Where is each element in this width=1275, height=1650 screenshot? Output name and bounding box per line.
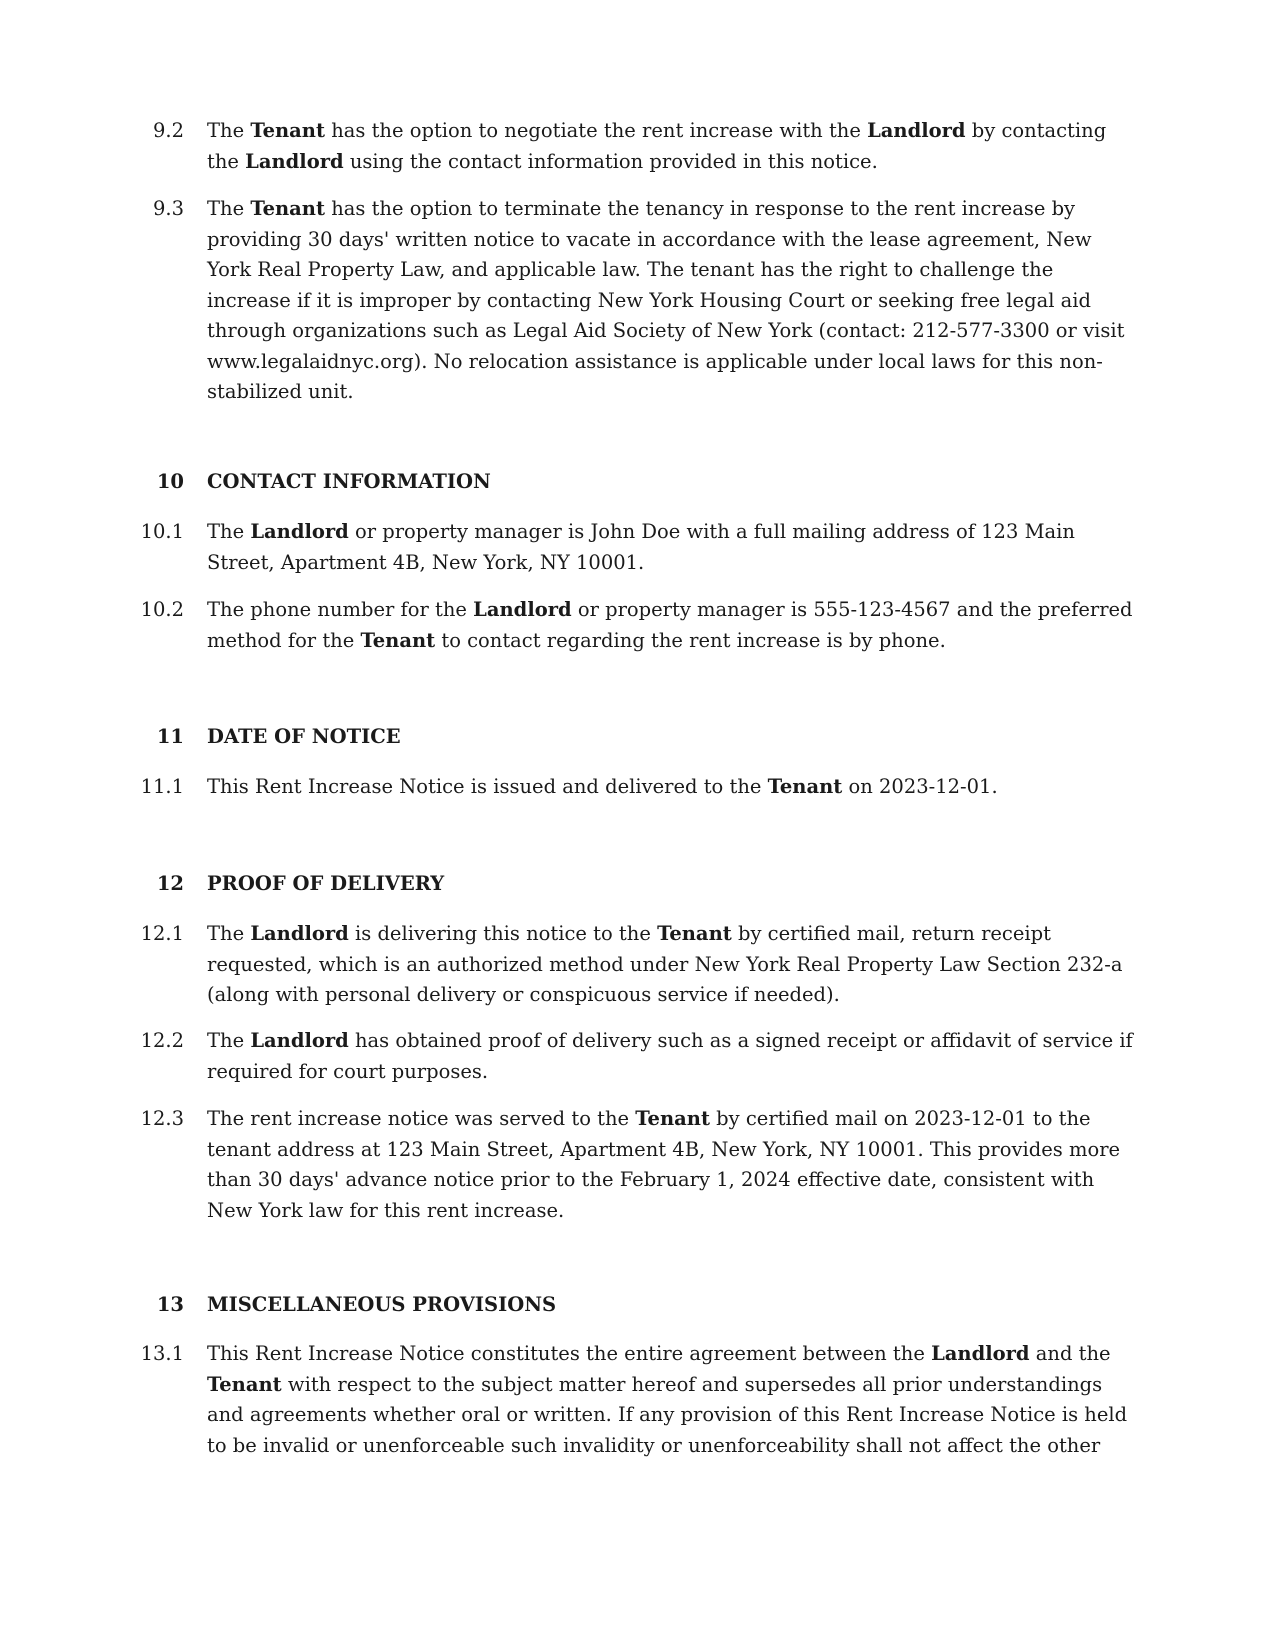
clause-text — [207, 1339, 1137, 1461]
clause-text-run: has obtained proof of delivery such as a signed receipt or affidavit of service if required for court purposes. — [207, 1029, 1133, 1083]
clause-text-run: on 2023-12-01. — [842, 775, 998, 798]
clause-text-run: The — [207, 520, 251, 543]
defined-term: Landlord — [867, 119, 966, 142]
clause-text-run: to contact regarding the rent increase is by phone. — [435, 628, 946, 652]
section-title — [207, 722, 1137, 753]
clause-text-run: by contacting the — [207, 119, 1107, 173]
clause-text-run: has the option to terminate the tenancy in response to the rent increase by providing 30 days' written notice to vacate in accordance with the lease agreement, New York Real Property Law, and applicable law. The tenant has the right to challenge the increase if it is improper by contacting New York Housing Court or seeking free legal aid through organizations such as Legal Aid Society of New York (contact: 212-577-3300 or visit www.legalaidnyc.org). No relocation assistance is applicable under local laws for this non-stabilized unit. — [207, 197, 1125, 403]
clause-text-run: This Rent Increase Notice constitutes the entire agreement between the — [207, 1342, 932, 1365]
clause-number: 9.2 — [152, 119, 184, 142]
clause-number: 11.1 — [140, 775, 184, 798]
clause-number: 10.2 — [140, 598, 184, 621]
clause-text — [207, 116, 1137, 177]
clause-text-run: or property manager is John Doe with a full mailing address of 123 Main Street, Apartment 4B, New York, NY 10001. — [207, 520, 1075, 574]
clause-text-run: and the — [1029, 1342, 1111, 1365]
clause-text — [207, 595, 1137, 656]
section-title — [207, 869, 1137, 900]
clause-text-run: The — [207, 1029, 251, 1052]
defined-term: Tenant — [360, 628, 436, 652]
clause-text-run: The — [207, 197, 251, 220]
defined-term: Tenant — [250, 197, 325, 220]
clause-text-run: is delivering this notice to the — [348, 922, 658, 945]
defined-term: Landlord — [473, 598, 572, 621]
clause-number: 13.1 — [140, 1342, 184, 1365]
clause-text-run: CONTACT INFORMATION — [207, 470, 491, 493]
section-number: 12 — [156, 872, 184, 895]
section-title — [207, 467, 1137, 498]
defined-term: Tenant — [767, 775, 843, 798]
clause-text-run: MISCELLANEOUS PROVISIONS — [207, 1293, 557, 1316]
clause-text — [207, 919, 1137, 1011]
clause-text-run: or property manager is 555-123-4567 and the preferred method for the — [207, 598, 1133, 652]
section-number: 13 — [156, 1293, 184, 1316]
defined-term: Tenant — [250, 119, 325, 142]
clause-text-run: by certified mail on 2023-12-01 to the tenant address at 123 Main Street, Apartment 4B, New York, NY 10001. This provides more than 30 days' advance notice prior to the February 1, 2024 effective date, consistent with New York law for this rent increase. — [207, 1107, 1121, 1222]
clause-text — [207, 517, 1137, 578]
clause-number: 12.2 — [140, 1029, 184, 1052]
clause-text — [207, 1026, 1137, 1087]
section-title — [207, 1290, 1137, 1321]
defined-term: Tenant — [657, 922, 732, 945]
defined-term: Landlord — [931, 1342, 1030, 1365]
clause-text-run: The — [207, 119, 251, 142]
clause-text — [207, 772, 1137, 803]
clause-text-run: This Rent Increase Notice is issued and delivered to the — [207, 775, 768, 798]
defined-term: Landlord — [250, 1029, 349, 1052]
defined-term: Tenant — [207, 1372, 282, 1396]
section-number: 10 — [156, 470, 184, 493]
clause-text-run: has the option to negotiate the rent increase with the — [325, 119, 868, 142]
clause-text-run: by certified mail, return receipt requested, which is an authorized method under New York Real Property Law Section 232-a (along with personal delivery or conspicuous service if needed). — [207, 922, 1123, 1006]
defined-term: Landlord — [250, 520, 349, 543]
defined-term: Landlord — [245, 149, 344, 173]
defined-term: Tenant — [635, 1107, 710, 1130]
clause-text-run: with respect to the subject matter hereof and supersedes all prior understandings and agreements whether oral or written. If any provision of this Rent Increase Notice is held to be invalid or unenforceable such invalidity or unenforceability shall not affect the other — [207, 1372, 1128, 1457]
clause-text-run: DATE OF NOTICE — [207, 725, 401, 748]
clause-number: 9.3 — [152, 197, 184, 220]
clause-text-run: The phone number for the — [207, 598, 474, 621]
clause-text — [207, 194, 1137, 408]
clause-text-run: using the contact information provided in this notice. — [343, 149, 878, 173]
clause-text-run: PROOF OF DELIVERY — [207, 872, 445, 895]
clause-text-run: The rent increase notice was served to the — [207, 1107, 636, 1130]
clause-number: 12.3 — [140, 1107, 184, 1130]
clause-number: 12.1 — [140, 922, 184, 945]
clause-text-run: The — [207, 922, 251, 945]
defined-term: Landlord — [250, 922, 349, 945]
section-number: 11 — [156, 725, 184, 748]
clause-number: 10.1 — [140, 520, 184, 543]
clause-text — [207, 1104, 1137, 1226]
